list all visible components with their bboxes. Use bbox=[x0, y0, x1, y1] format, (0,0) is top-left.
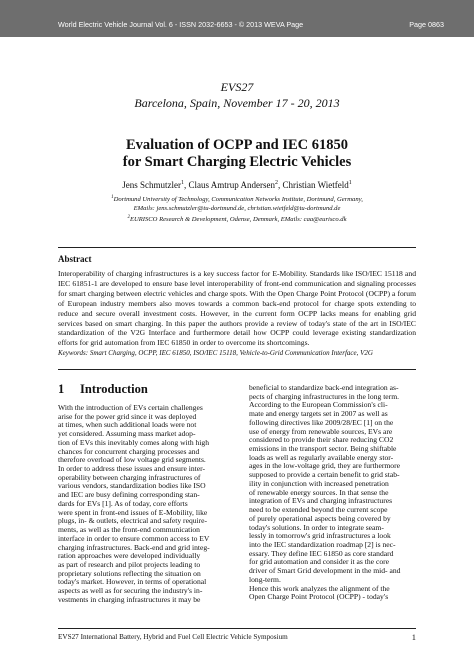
affiliation-2 bbox=[0, 215, 474, 223]
body-text-line: chances for concurrent charging processes and bbox=[58, 446, 200, 456]
paper-title-line-1: Evaluation of OCPP and IEC 61850 bbox=[126, 137, 348, 153]
journal-citation: World Electric Vehicle Journal Vol. 6 - ISSN 2032-6653 - © 2013 WEVA Page bbox=[58, 20, 304, 29]
section-title: Introduction bbox=[80, 382, 148, 396]
abstract-heading: Abstract bbox=[58, 254, 92, 264]
body-text-line: driver of Smart Grid development in the mid- and bbox=[249, 566, 401, 576]
body-text-line: today's solutions. In order to integrate seam- bbox=[249, 522, 384, 532]
body-text-line: beneficial to standardize back-end integration as- bbox=[249, 383, 399, 392]
affiliation-text: Dortmund University of Technology, Communication Networks Institute, Dortmund, Germany, bbox=[113, 196, 363, 204]
body-text-line: essary. They define IEC 61850 as core standard bbox=[249, 548, 394, 558]
body-text-line: plugs, in- & outlets, electrical and safety require- bbox=[58, 516, 208, 526]
keywords: Keywords: Smart Charging, OCPP, IEC 61850, ISO/IEC 15118, Vehicle-to-Grid Communication Interface, V2G bbox=[58, 349, 373, 357]
body-text-line: long-term. bbox=[249, 574, 281, 584]
body-text-line: into the IEC standardization roadmap [2] is nec- bbox=[249, 539, 396, 549]
affiliation-mark: 1 bbox=[181, 180, 185, 186]
affiliation-mark: 1 bbox=[111, 195, 114, 200]
page-footer bbox=[58, 633, 416, 641]
body-text-line: vestments in charging infrastructures it may be bbox=[58, 594, 201, 604]
abstract-top-rule bbox=[58, 247, 416, 248]
paper-title-line-2: for Smart Charging Electric Vehicles bbox=[122, 154, 352, 170]
body-text-line: various vendors, standardization bodies like ISO bbox=[58, 481, 206, 491]
body-text-line: In order to address these issues and ensure inter- bbox=[58, 464, 206, 474]
body-text-line: ages in the low-voltage grid, they are furthermore bbox=[249, 461, 400, 471]
footer-page-number: 1 bbox=[411, 632, 416, 642]
affiliation-mark: 1 bbox=[348, 180, 352, 186]
author-list: Jens Schmutzler$^1$, Claus Amtrup Andersen$^2$, Christian Wietfeld$^1$ bbox=[122, 180, 352, 190]
body-text-line: of renewable energy sources. In that sense the bbox=[249, 487, 389, 497]
body-text-line: loads as well as regularly available energy stor- bbox=[249, 452, 394, 462]
conference-place: Barcelona, Spain, November 17 - 20, 2013 bbox=[134, 96, 340, 110]
body-text-line: integration of EVs and charging infrastructures bbox=[249, 496, 393, 506]
body-text-line: According to the European Commission's cli- bbox=[249, 400, 388, 410]
body-text-line: interface in order to ensure common access to EV bbox=[58, 533, 210, 543]
body-text-line: considered to provide their share reducing CO2 bbox=[249, 435, 394, 445]
footer-rule bbox=[58, 628, 416, 629]
body-text-line: as part of research and pilot projects leading to bbox=[58, 559, 201, 569]
body-text-line: use of energy from renewable sources, EVs are bbox=[249, 426, 393, 436]
body-text-line: need to be extended beyond the current scope bbox=[249, 505, 388, 515]
body-text-line: ility in conjunction with increased penetration bbox=[249, 478, 389, 488]
body-text-line: therefore overload of low voltage grid segments. bbox=[58, 455, 206, 465]
body-text-line: mate and energy targets set in 2007 as well as bbox=[249, 409, 388, 419]
body-text-line: proprietary solutions reflecting the situation on bbox=[58, 568, 201, 578]
body-text-line: tion of EVs this inevitably comes along with high bbox=[58, 437, 210, 447]
abstract-bottom-rule bbox=[58, 369, 416, 370]
affiliation-text: EURISCO Research & Development, Odense, Denmark, EMails: caa@eurisco.dk bbox=[129, 216, 347, 224]
section-heading bbox=[58, 382, 148, 397]
affiliation-1-emails: EMails: jens.schmutzler@tu-dortmund.de, christian.wietfeld@tu-dortmund.de bbox=[133, 205, 341, 212]
affiliation-mark: 2 bbox=[127, 215, 130, 220]
author-name: Claus Amtrup Andersen bbox=[188, 180, 276, 190]
body-text-line: for grid automation and consider it as the core bbox=[249, 557, 390, 567]
abstract-body: Interoperability of charging infrastructures is a key success factor for E-Mobility. Standards like ISO/IEC 15118 and IEC 61851-1 are developed to ensure base level interoperability of front-end communication and signaling processes for smart charging between electric vehicles and charge spots. With the Open Charge Point Protocol (OCPP) a forum of European industry members also moves towards a common back-end protocol for charge spots extending to reduce and secure overall investment costs. However, in the current form OCPP lacks means for enabling grid services based on smart charging. In this paper the authors provide a review of today's state of the art in ISO/IEC standardization of the V2G Interface and furthermore detail how OCPP could leverage existing standardization efforts for grid automation from IEC 61850 in order to overcome its shortcomings. bbox=[58, 269, 416, 348]
body-text-line: With the introduction of EVs certain challenges bbox=[58, 403, 203, 412]
body-column-left bbox=[58, 404, 228, 605]
body-text-line: Open Charge Point Protocol (OCPP) - today's bbox=[249, 592, 389, 602]
journal-header-band bbox=[0, 0, 474, 37]
body-text-line: of purely operational aspects being covered by bbox=[249, 513, 391, 523]
body-text-line: arise for the power grid since it was deployed bbox=[58, 411, 197, 421]
body-text-line: ration approaches were developed individually bbox=[58, 551, 201, 561]
body-text-line: at times, when such additional loads were not bbox=[58, 420, 197, 430]
body-text-line: aspects as well as for securing the industry's in- bbox=[58, 586, 203, 596]
author-name: Christian Wietfeld bbox=[282, 180, 349, 190]
body-text-line: lessly in tomorrow's grid infrastructures a look bbox=[249, 531, 391, 541]
body-text-line: emissions in the transport sector. Being shiftable bbox=[249, 444, 397, 454]
body-text-line: were spent in front-end issues of E-Mobility, like bbox=[58, 507, 208, 517]
affiliation-1 bbox=[0, 195, 474, 203]
body-column-right bbox=[249, 384, 419, 602]
author-name: Jens Schmutzler bbox=[122, 180, 182, 190]
conference-name: EVS27 bbox=[220, 80, 254, 94]
body-text-line: Hence this work analyzes the alignment of the bbox=[249, 583, 390, 593]
body-text-line: yet considered. Assuming mass market adop- bbox=[58, 429, 196, 439]
body-text-line: ments, as well as the front-end communication bbox=[58, 525, 200, 535]
body-text-line: charging infrastructures. Back-end and grid integ- bbox=[58, 542, 210, 552]
journal-page-number: Page 0863 bbox=[409, 20, 444, 29]
body-text-line: following directives like 2009/28/EC [1] on the bbox=[249, 417, 394, 427]
body-text-line: pects of charging infrastructures in the long term. bbox=[249, 391, 400, 401]
body-text-line: and IEC are busy defining corresponding stan- bbox=[58, 490, 200, 500]
body-text-line: dards for EVs [1]. As of today, core efforts bbox=[58, 498, 188, 508]
body-text-line: today's market. However, in terms of operational bbox=[58, 577, 207, 587]
footer-text: EVS27 International Battery, Hybrid and Fuel Cell Electric Vehicle Symposium bbox=[58, 633, 288, 641]
affiliation-mark: 2 bbox=[275, 180, 279, 186]
section-number: 1 bbox=[58, 382, 65, 396]
body-text-line: supposed to provide a certain benefit to grid stab- bbox=[249, 470, 400, 480]
body-text-line: operability between charging infrastructures of bbox=[58, 472, 201, 482]
